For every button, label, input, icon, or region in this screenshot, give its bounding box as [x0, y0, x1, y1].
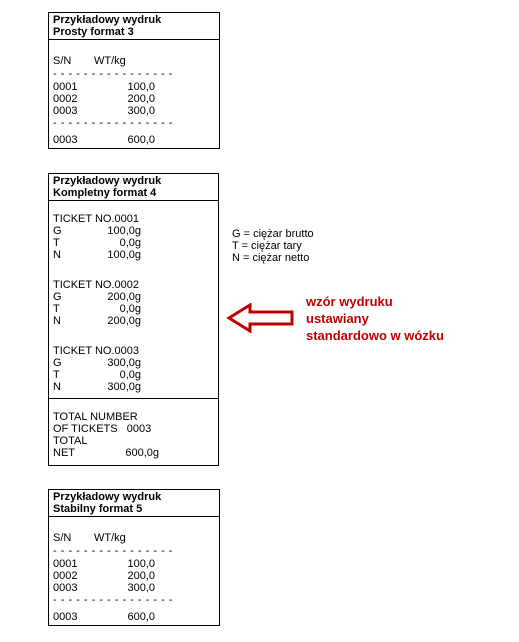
column-sn-header: S/N: [53, 532, 72, 544]
row-sn: 0003: [53, 582, 78, 594]
total-sn: 0003: [53, 611, 78, 623]
tare-label: T: [53, 303, 60, 315]
gross-label: G: [53, 291, 62, 303]
printout-format: Stabilny format 5: [53, 503, 143, 515]
total-label: TOTAL: [53, 435, 88, 447]
printout-format: Prosty format 3: [53, 26, 134, 38]
legend-tare: T = ciężar tary: [232, 240, 302, 252]
printout-format: Kompletny format 4: [53, 187, 157, 199]
dashed-divider: - - - - - - - - - - - - - - - -: [53, 594, 173, 606]
tare-value: 0,0g: [119, 369, 141, 381]
row-sn: 0002: [53, 570, 78, 582]
dashed-divider: - - - - - - - - - - - - - - - -: [53, 117, 173, 129]
net-total-value: 600,0g: [125, 447, 159, 459]
printout-header: [49, 174, 218, 201]
legend-net: N = ciężar netto: [232, 252, 310, 264]
tare-label: T: [53, 237, 60, 249]
net-value: 100,0g: [107, 249, 141, 261]
dashed-divider: - - - - - - - - - - - - - - - -: [53, 68, 173, 80]
row-wt: 100,0: [127, 81, 155, 93]
row-wt: 300,0: [127, 582, 155, 594]
row-wt: 100,0: [127, 558, 155, 570]
printout-simple-format-3: [48, 12, 220, 149]
totals-section: [49, 398, 218, 465]
abbreviation-legend: [232, 228, 314, 264]
gross-label: G: [53, 225, 62, 237]
total-number-label: TOTAL NUMBER: [53, 411, 138, 423]
tare-value: 0,0g: [119, 303, 141, 315]
gross-value: 100,0g: [107, 225, 141, 237]
net-label: N: [53, 249, 61, 261]
ticket-number: TICKET NO.0003: [53, 345, 139, 357]
row-wt: 200,0: [127, 570, 155, 582]
gross-label: G: [53, 357, 62, 369]
row-sn: 0001: [53, 81, 78, 93]
printout-title: Przykładowy wydruk: [53, 175, 162, 187]
net-label: N: [53, 381, 61, 393]
ticket-number: TICKET NO.0002: [53, 279, 139, 291]
printout-stable-format-5: [48, 489, 220, 626]
row-sn: 0001: [53, 558, 78, 570]
column-sn-header: S/N: [53, 55, 72, 67]
row-sn: 0003: [53, 105, 78, 117]
row-sn: 0002: [53, 93, 78, 105]
column-wt-header: WT/kg: [94, 532, 126, 544]
row-wt: 200,0: [127, 93, 155, 105]
dashed-divider: - - - - - - - - - - - - - - - -: [53, 545, 173, 557]
default-printout-note: wzór wydruku ustawiany standardowo w wózku: [306, 294, 444, 343]
printout-complete-format-4: [48, 173, 219, 466]
column-wt-header: WT/kg: [94, 55, 126, 67]
row-wt: 300,0: [127, 105, 155, 117]
printout-title: Przykładowy wydruk: [53, 14, 162, 26]
left-arrow-icon: [226, 303, 296, 333]
ticket-number: TICKET NO.0001: [53, 213, 139, 225]
total-wt: 600,0: [127, 611, 155, 623]
gross-value: 300,0g: [107, 357, 141, 369]
net-value: 300,0g: [107, 381, 141, 393]
printout-header: [49, 490, 219, 517]
net-label: N: [53, 315, 61, 327]
printout-header: [49, 13, 219, 40]
legend-gross: G = ciężar brutto: [232, 228, 314, 240]
printout-title: Przykładowy wydruk: [53, 491, 162, 503]
total-sn: 0003: [53, 134, 78, 146]
tare-value: 0,0g: [119, 237, 141, 249]
tare-label: T: [53, 369, 60, 381]
total-wt: 600,0: [127, 134, 155, 146]
gross-value: 200,0g: [107, 291, 141, 303]
of-tickets-label: OF TICKETS 0003: [53, 423, 152, 435]
net-value: 200,0g: [107, 315, 141, 327]
net-total-label: NET: [53, 447, 75, 459]
